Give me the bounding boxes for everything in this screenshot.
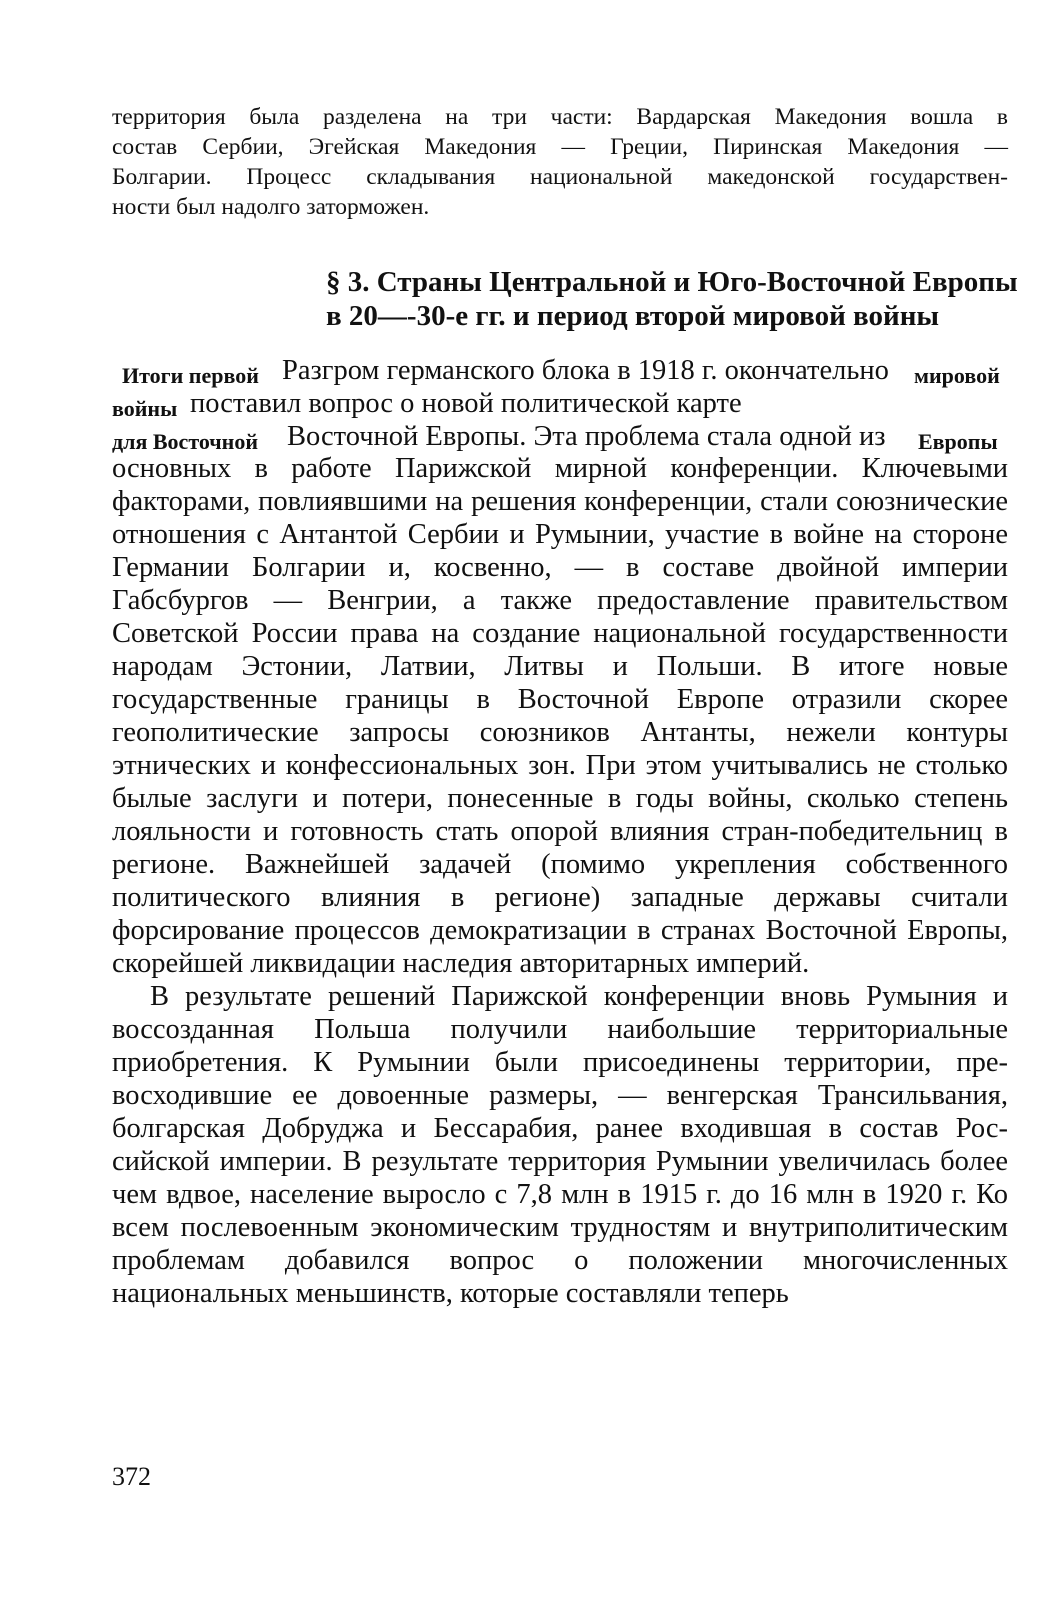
paragraph-1-body-line: отношения с Антантой Сербии и Румынии, участие в войне на стороне xyxy=(112,519,1008,550)
paragraph-2-body-line: всем послевоенным экономическим трудностям и внутриполитическим xyxy=(112,1212,1008,1243)
paragraph-1-body-line: геополитические запросы союзников Антанты, нежели контуры xyxy=(112,717,1008,748)
paragraph-1-body-line: былые заслуги и потери, понесенные в годы войны, сколько степень xyxy=(112,783,1008,814)
margin-note-itogi-pervoy: Итоги первой xyxy=(122,363,259,388)
intro-line-3: Болгарии. Процесс складывания национальной македонской государствен- xyxy=(112,164,1008,190)
paragraph-1-body-line: политического влияния в регионе) западные державы считали xyxy=(112,882,1008,913)
paragraph-1-body-line: основных в работе Парижской мирной конференции. Ключевыми xyxy=(112,453,1008,484)
paragraph-1-body-line: регионе. Важнейшей задачей (помимо укрепления собственного xyxy=(112,849,1008,880)
paragraph-1-body-line: Габсбургов — Венгрии, а также предоставление правительством xyxy=(112,585,1008,616)
intro-line-4: ности был надолго заторможен. xyxy=(112,194,430,220)
margin-note-evropy: Европы xyxy=(918,429,998,454)
paragraph-2-body-line: болгарская Добруджа и Бессарабия, ранее входившая в состав Рос- xyxy=(112,1113,1008,1144)
paragraph-2-first-line: В результате решений Парижской конференции вновь Румыния и xyxy=(150,981,1008,1012)
paragraph-1-body-line: этнических и конфессиональных зон. При этом учитывались не столько xyxy=(112,750,1008,781)
paragraph-2-last-line: национальных меньшинств, которые составляли теперь xyxy=(112,1278,789,1309)
paragraph-1-body-line: Германии Болгарии и, косвенно, — в составе двойной империи xyxy=(112,552,1008,583)
intro-line-2: состав Сербии, Эгейская Македония — Греции, Пиринская Македония — xyxy=(112,134,1008,160)
paragraph-2-body-line: восходившие ее довоенные размеры, — венгерская Трансильвания, xyxy=(112,1080,1008,1111)
paragraph-1-body-line: государственные границы в Восточной Европе отразили скорее xyxy=(112,684,1008,715)
paragraph-2-body-line: проблемам добавился вопрос о положении многочисленных xyxy=(112,1245,1008,1276)
paragraph-2-body-line: чем вдвое, население выросло с 7,8 млн в 1915 г. до 16 млн в 1920 г. Ко xyxy=(112,1179,1008,1210)
paragraph-1-line-2: поставил вопрос о новой политической карте xyxy=(190,388,742,419)
paragraph-2-body-line: приобретения. К Румынии были присоединены территории, пре- xyxy=(112,1047,1008,1078)
paragraph-1-body-line: народам Эстонии, Латвии, Литвы и Польши. В итоге новые xyxy=(112,651,1008,682)
paragraph-1-line-1: Разгром германского блока в 1918 г. окончательно xyxy=(282,355,889,386)
paragraph-1-body-line: форсирование процессов демократизации в странах Восточной Европы, xyxy=(112,915,1008,946)
margin-note-dlya-vostochnoy: для Восточной xyxy=(112,429,259,454)
section-heading-line-1: § 3. Страны Центральной и Юго-Восточной Европы xyxy=(326,266,1018,298)
page-number: 372 xyxy=(112,1462,151,1491)
paragraph-1-body-line: факторами, повлиявшими на решения конференции, стали союзнические xyxy=(112,486,1008,517)
paragraph-1-body-line: Советской России права на создание национальной государственности xyxy=(112,618,1008,649)
paragraph-1-line-3: Восточной Европы. Эта проблема стала одной из xyxy=(287,421,886,452)
paragraph-2-body-line: сийской империи. В результате территория Румынии увеличилась более xyxy=(112,1146,1008,1177)
section-heading-line-2: в 20—-30-е гг. и период второй мировой войны xyxy=(326,300,940,332)
paragraph-2-body-line: воссозданная Польша получили наибольшие территориальные xyxy=(112,1014,1008,1045)
margin-note-mirovoy: мировой xyxy=(914,363,1000,388)
paragraph-1-body-line: лояльности и готовность стать опорой влияния стран-победительниц в xyxy=(112,816,1008,847)
margin-note-voyny: войны xyxy=(112,396,178,421)
intro-line-1: территория была разделена на три части: Вардарская Македония вошла в xyxy=(112,104,1008,130)
paragraph-1-last-line: скорейшей ликвидации наследия авторитарных империй. xyxy=(112,948,810,979)
